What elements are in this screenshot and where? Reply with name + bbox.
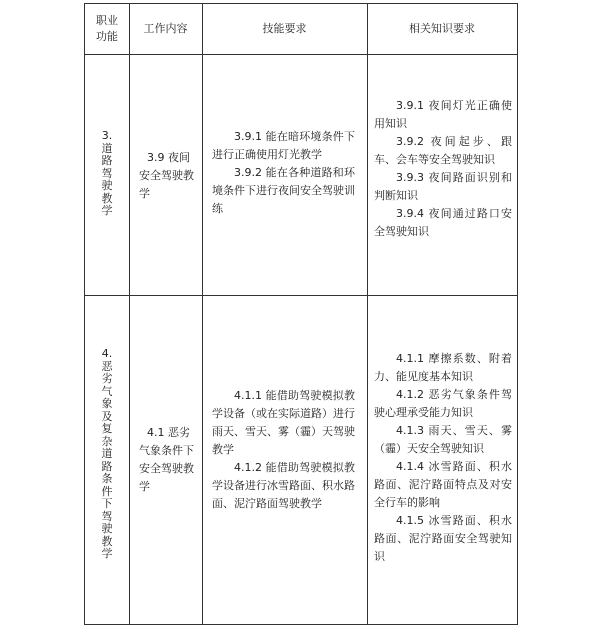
- knowledge-item: 4.1.5 冰雪路面、积水路面、泥泞路面安全驾驶知识: [374, 514, 512, 563]
- row-divider: [85, 295, 517, 296]
- skill-item: 3.9.1 能在暗环境条件下进行正确使用灯光教学: [212, 130, 355, 161]
- header-divider: [85, 54, 517, 55]
- skill-requirements: [212, 387, 355, 513]
- knowledge-item: 3.9.1 夜间灯光正确使用知识: [374, 99, 512, 130]
- skill-item: 4.1.1 能借助驾驶模拟教学设备（或在实际道路）进行雨天、雪天、雾（霾）天驾驶教学: [212, 389, 355, 456]
- function-label: 4. 恶 劣 气 象 及 复 杂 道 路 条 件 下 驾 驶 教 学: [101, 347, 113, 560]
- header-skill: 技能要求: [262, 22, 307, 35]
- header-knowledge: 相关知识要求: [409, 22, 475, 35]
- knowledge-item: 3.9.2 夜间起步、跟车、会车等安全驾驶知识: [374, 135, 512, 166]
- standards-table: [84, 3, 518, 625]
- skill-item: 4.1.2 能借助驾驶模拟教学设备进行冰雪路面、积水路面、泥泞路面驾驶教学: [212, 461, 355, 510]
- skill-item: 3.9.2 能在各种道路和环境条件下进行夜间安全驾驶训练: [212, 166, 355, 215]
- work-content: 3.9 夜间 安全驾驶教 学: [139, 151, 194, 200]
- knowledge-item: 3.9.3 夜间路面识别和判断知识: [374, 171, 512, 202]
- column-divider: [129, 4, 130, 624]
- knowledge-requirements: [374, 350, 512, 566]
- knowledge-item: 4.1.1 摩擦系数、附着力、能见度基本知识: [374, 352, 512, 383]
- column-divider: [202, 4, 203, 624]
- skill-requirements: [212, 128, 355, 218]
- column-divider: [367, 4, 368, 624]
- knowledge-requirements: [374, 97, 512, 241]
- function-label: 3. 道 路 驾 驶 教 学: [101, 129, 113, 217]
- knowledge-item: 4.1.3 雨天、雪天、雾（霾）天安全驾驶知识: [374, 424, 512, 455]
- knowledge-item: 3.9.4 夜间通过路口安全驾驶知识: [374, 207, 512, 238]
- knowledge-item: 4.1.4 冰雪路面、积水路面、泥泞路面特点及对安全行车的影响: [374, 460, 512, 509]
- header-function: 职业 功能: [96, 14, 118, 43]
- work-content: 4.1 恶劣 气象条件下 安全驾驶教 学: [139, 426, 194, 493]
- header-content: 工作内容: [143, 22, 188, 35]
- knowledge-item: 4.1.2 恶劣气象条件驾驶心理承受能力知识: [374, 388, 512, 419]
